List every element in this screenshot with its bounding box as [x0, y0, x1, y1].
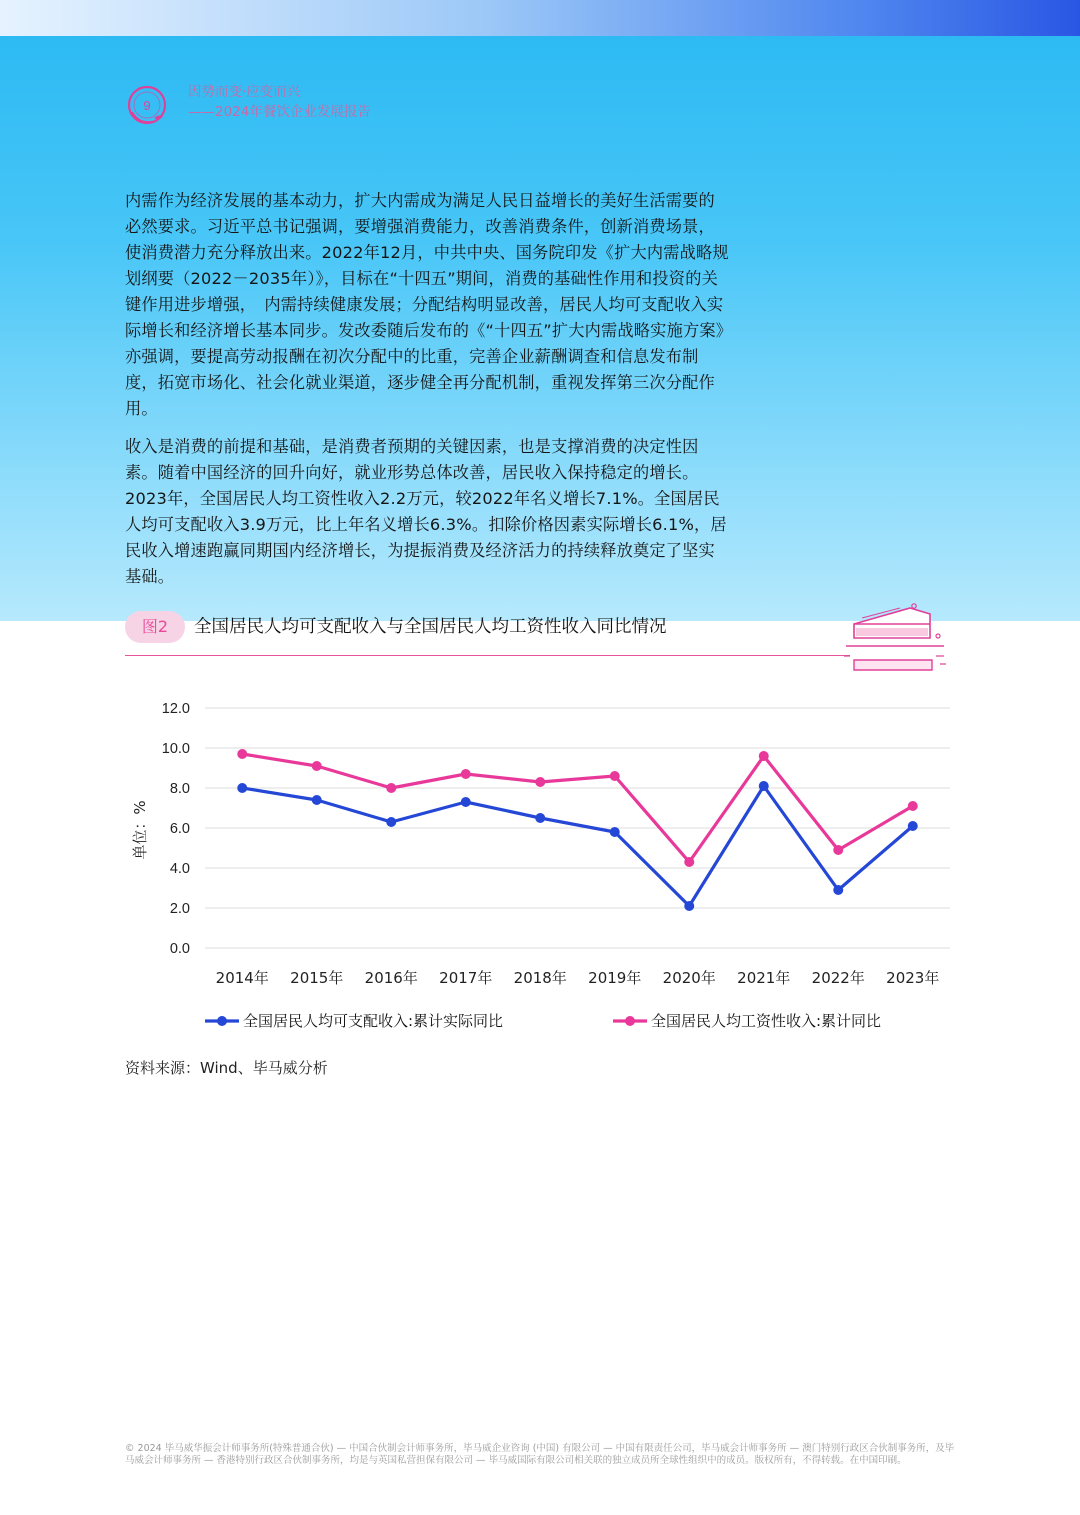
x-tick-label: 2022年 — [811, 969, 865, 987]
legend-swatch-marker — [625, 1016, 635, 1026]
data-point-series-0 — [535, 813, 545, 823]
y-tick-label: 2.0 — [169, 901, 190, 917]
data-point-series-0 — [237, 783, 247, 793]
data-point-series-0 — [759, 781, 769, 791]
data-point-series-0 — [684, 901, 694, 911]
data-point-series-1 — [237, 749, 247, 759]
body-paragraph-2: 收入是消费的前提和基础，是消费者预期的关键因素，也是支撑消费的决定性因素。随着中国经济的回升向好，就业形势总体改善，居民收入保持稳定的增长。2023年，全国居民人均工资性收入2.2万元，较2022年名义增长7.1%。全国居民人均可支配收入3.9万元，比上年名义增长6.3%。扣除价格因素实际增长6.1%，居民收入增速跑赢同期国内经济增长，为提振消费及经济活力的持续释放奠定了坚实基础。 — [125, 437, 727, 586]
cake-slice-illustration-icon — [840, 598, 950, 674]
y-tick-label: 10.0 — [161, 741, 190, 757]
data-source-note: 资料来源：Wind、毕马威分析 — [125, 1059, 328, 1077]
data-point-series-0 — [833, 885, 843, 895]
data-point-series-1 — [461, 769, 471, 779]
x-tick-label: 2016年 — [364, 969, 418, 987]
data-point-series-0 — [312, 795, 322, 805]
y-tick-label: 4.0 — [169, 861, 190, 877]
data-point-series-1 — [833, 845, 843, 855]
data-point-series-1 — [610, 771, 620, 781]
figure-badge: 图2 — [125, 611, 185, 643]
data-point-series-1 — [535, 777, 545, 787]
x-tick-label: 2023年 — [886, 969, 940, 987]
figure-title: 全国居民人均可支配收入与全国居民人均工资性收入同比情况 — [194, 617, 667, 637]
data-point-series-1 — [684, 857, 694, 867]
x-tick-label: 2014年 — [215, 969, 269, 987]
series-line-0 — [242, 786, 913, 906]
data-point-series-1 — [386, 783, 396, 793]
y-axis-label: 单位：% — [131, 800, 149, 860]
copyright-footer: © 2024 毕马威华振会计师事务所(特殊普通合伙) — 中国合伙制会计师事务所，毕马威企业咨询 (中国) 有限公司 — 中国有限责任公司，毕马威会计师事务所 — 澳门特别行政区合伙制事务所，及毕马威会计师事务所 — 香港特别行政区合伙制事务所，均是与英国私营担保有限公司 — 毕马威国际有限公司相关联的独立成员所全球性组织中的成员。版权所有，不得转载。在中国印刷。 — [125, 1443, 955, 1466]
legend-swatch-marker — [217, 1016, 227, 1026]
legend-label: 全国居民人均工资性收入:累计同比 — [651, 1012, 882, 1030]
page-number: 9 — [143, 98, 151, 113]
top-gradient-bar — [0, 0, 1080, 36]
y-tick-label: 0.0 — [169, 941, 190, 957]
x-tick-label: 2019年 — [588, 969, 642, 987]
data-point-series-0 — [610, 827, 620, 837]
report-header-subtitle: ——2024年餐饮企业发展报告 — [188, 104, 371, 120]
x-tick-label: 2020年 — [662, 969, 716, 987]
line-chart — [120, 690, 980, 1040]
figure-title-rule — [125, 655, 850, 656]
x-tick-label: 2015年 — [290, 969, 344, 987]
x-tick-label: 2021年 — [737, 969, 791, 987]
data-point-series-1 — [908, 801, 918, 811]
body-paragraph-1: 内需作为经济发展的基本动力，扩大内需成为满足人民日益增长的美好生活需要的必然要求。习近平总书记强调，要增强消费能力，改善消费条件，创新消费场景，使消费潜力充分释放出来。2022年12月，中共中央、国务院印发《扩大内需战略规划纲要（2022－2035年）》，目标在“十四五”期间，消费的基础性作用和投资的关键作用进步增强， 内需持续健康发展；分配结构明显改善，居民人均可支配收入实际增长和经济增长基本同步。发改委随后发布的《“十四五”扩大内需战略实施方案》亦强调，要提高劳动报酬在初次分配中的比重，完善企业薪酬调查和信息发布制度，拓宽市场化、社会化就业渠道，逐步健全再分配机制，重视发挥第三次分配作用。 — [125, 191, 729, 418]
y-tick-label: 8.0 — [169, 781, 190, 797]
data-point-series-0 — [461, 797, 471, 807]
data-point-series-1 — [759, 751, 769, 761]
data-point-series-0 — [908, 821, 918, 831]
data-point-series-0 — [386, 817, 396, 827]
y-tick-label: 12.0 — [161, 701, 190, 717]
page-number-badge — [124, 82, 170, 128]
data-point-series-1 — [312, 761, 322, 771]
legend-label: 全国居民人均可支配收入:累计实际同比 — [243, 1012, 504, 1030]
y-tick-label: 6.0 — [169, 821, 190, 837]
x-tick-label: 2018年 — [513, 969, 567, 987]
x-tick-label: 2017年 — [439, 969, 493, 987]
report-header-title: 因势而变·应变而兴 — [188, 84, 301, 100]
